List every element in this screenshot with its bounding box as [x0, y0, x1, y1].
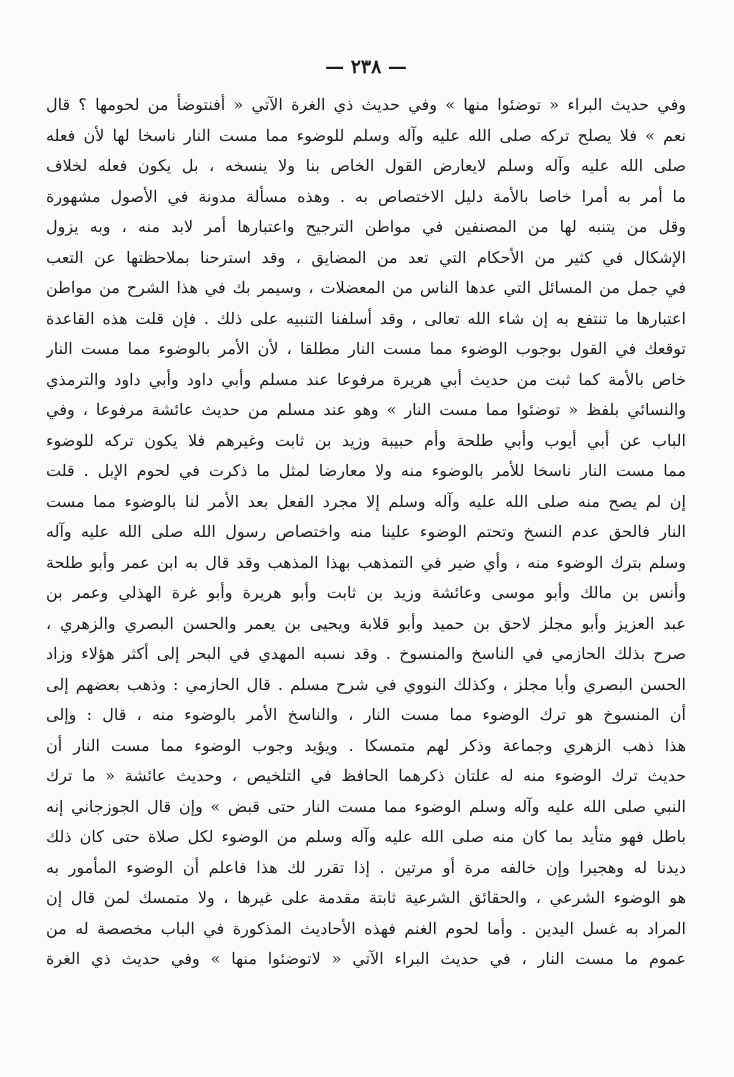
text-line: أن المنسوخ هو ترك الوضوء مما مست النار ، والناسخ الأمر بالوضوء منه ، قال : وإلى: [46, 705, 686, 724]
text-line: إن لم يصح منه صلى الله عليه وآله وسلم إلا مجرد الفعل بعد الأمر لنا بالوضوء مما مست: [46, 491, 686, 511]
text-line: وأنس بن مالك وأبو موسى وعائشة وزيد بن ثابت وأبو هريرة وأبو غرة الهذلي وعمر بن: [46, 583, 686, 602]
text-line: هذا ذهب الزهري وجماعة وذكر لهم متمسكا . ويؤيد وجوب الوضوء مما مست النار أن: [46, 735, 686, 755]
text-line: وسلم بترك الوضوء منه ، وأي ضير في التمذهب بهذا المذهب وقد قال به ابن عمر وأبو طلحة: [46, 552, 686, 572]
text-line: الإشكال في كثير من الأحكام التي تعد من المضايق ، وقد استرحنا بملاحظتها عن التعب: [46, 247, 686, 267]
text-line: عبد العزيز وأبو مجلز لاحق بن حميد وأبو قلابة ويحيى بن يعمر والحسن البصري والزهري ،: [46, 613, 686, 633]
text-line: النبي صلى الله عليه وآله وسلم الوضوء مما مست النار حتى قبض » وإن قال الجوزجاني إنه: [46, 796, 686, 816]
text-line: الحسن البصري وأبا مجلز ، وكذلك النووي في شرح مسلم . قال الحازمي : وذهب بعضهم إلى: [46, 674, 686, 694]
text-line: اعتبارها ما تنتفع به إن شاء الله تعالى ، وقد أسلفنا التنبيه على ذلك . فإن قلت هذه القاعدة: [46, 308, 686, 328]
text-line: هو الوضوء الشرعي ، والحقائق الشرعية ثابتة مقدمة على غيرها ، ولا متمسك لمن قال إن: [46, 888, 686, 907]
text-line: وفي حديث البراء « توضئوا منها » وفي حديث ذي الغرة الآتي « أفنتوضأ من لحومها ؟ قال: [46, 95, 686, 114]
page-number: — ٢٣٨ —: [325, 56, 407, 78]
text-line: حديث ترك الوضوء منه له علتان ذكرهما الحافظ في التلخيص ، وحديث عائشة « ما ترك: [46, 766, 686, 785]
text-line: عموم ما مست النار ، في حديث البراء الآتي « لاتوضئوا منها » وفي حديث ذي الغرة: [46, 949, 686, 968]
text-line: المراد به غسل اليدين . وأما لحوم الغنم فهذه الأحاديث المذكورة في الباب مخصصة له من: [46, 918, 686, 938]
text-line: صلى الله عليه وآله وسلم لايعارض القول الخاص بنا ولا ينسخه ، بل يكون فعله لخلاف: [46, 156, 686, 175]
text-line: في جمل من المسائل التي عدها الناس من المعضلات ، وسيمر بك في هذا الشرح من مواطن: [46, 278, 686, 297]
page-body-text: [46, 90, 686, 975]
text-line: باطل فهو متأيد بما كان منه صلى الله عليه وآله وسلم من الوضوء لكل صلاة حتى كان ذلك: [46, 827, 686, 846]
text-line: الباب عن أبي أيوب وأبي طلحة وأم حبيبة وزيد بن ثابت وغيرهم فلا يكون تركه للوضوء: [46, 430, 686, 450]
text-line: صرح بذلك الحازمي في الناسخ والمنسوخ . وقد نسبه المهدي في البحر إلى أكثر هؤلاء وزاد: [46, 644, 686, 663]
text-line: توقعك في القول بوجوب الوضوء مما مست النار مطلقا ، لأن الأمر بالوضوء مما مست النار: [46, 339, 686, 358]
text-line: مما مست النار ناسخا للأمر بالوضوء منه ولا معارضا لمثل ما ذكرت في لحوم الإبل . قلت: [46, 461, 686, 480]
text-line: والنسائي بلفظ « توضئوا مما مست النار » وهو عند مسلم من حديث عائشة مرفوعا ، وفي: [46, 400, 686, 419]
text-line: خاص بالأمة كما ثبت من حديث أبي هريرة مرفوعا عند مسلم وأبي داود وأبي داود والترمذي: [46, 369, 686, 389]
text-line: وقل من يتنبه لها من المصنفين في مواطن الترجيح واعتبارها أمر لابد منه ، وبه يزول: [46, 217, 686, 236]
text-line: النار فالحق عدم النسخ وتحتم الوضوء علينا منه واختصاص رسول الله صلى الله عليه وآله: [46, 522, 686, 541]
text-line: ديدنا له وهجيرا وإن خالفه مرة أو مرتين . إذا تقرر لك هذا فاعلم أن الوضوء المأمور به: [46, 857, 686, 877]
text-line: ما أمر به أمرا خاصا بالأمة دليل الاختصاص به . وهذه مسألة مدونة في الأصول مشهورة: [46, 186, 686, 206]
text-line: نعم » فلا يصلح تركه صلى الله عليه وآله وسلم للوضوء مما مست النار ناسخا لها لأن فعله: [46, 125, 686, 145]
